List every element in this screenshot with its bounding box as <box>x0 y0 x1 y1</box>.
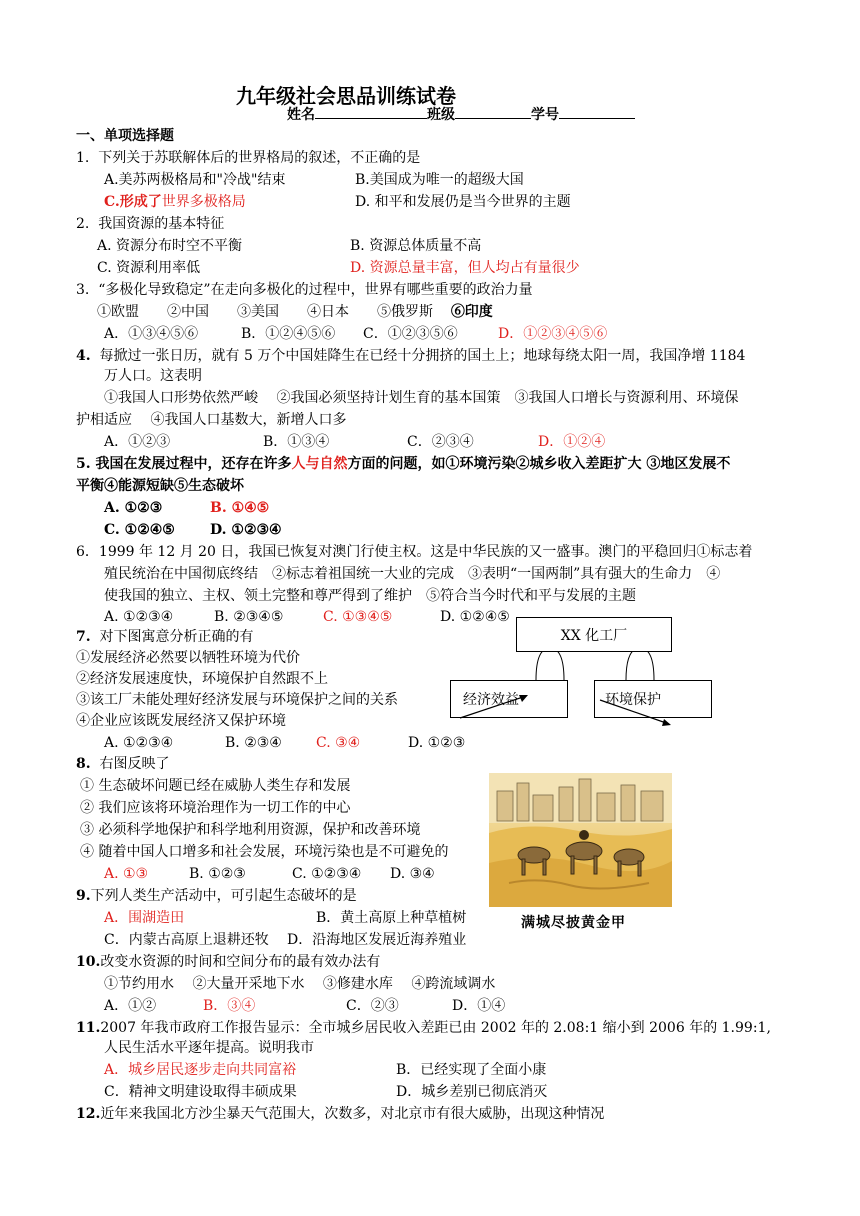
q3-option-b[interactable]: B．①②④⑤⑥ <box>241 326 336 342</box>
q8-statement-3: ③ 必须科学地保护和科学地利用资源，保护和改善环境 <box>80 822 421 838</box>
name-label: 姓名 <box>287 107 315 123</box>
q5-stem-cont: 平衡④能源短缺⑤生态破坏 <box>76 478 244 494</box>
q6-option-b[interactable]: B. ②③④⑤ <box>214 609 284 625</box>
question-2: 2. 我国资源的基本特征 <box>76 216 225 232</box>
q3-option-c[interactable]: C．①②③⑤⑥ <box>363 326 458 342</box>
q2-option-d[interactable]: D. 资源总量丰富，但人均占有量很少 <box>350 260 580 276</box>
class-blank[interactable] <box>455 103 531 119</box>
question-9: 9.下列人类生产活动中，可引起生态破坏的是 <box>76 888 357 904</box>
q10-option-d[interactable]: D．①④ <box>452 998 506 1014</box>
q1-option-a[interactable]: A.美苏两极格局和"冷战"结束 <box>104 172 286 188</box>
q6-option-a[interactable]: A. ①②③④ <box>104 609 174 625</box>
q7-option-d[interactable]: D. ①②③ <box>408 735 466 751</box>
question-3: 3. “多极化导致稳定”在走向多极化的过程中，世界有哪些重要的政治力量 <box>76 282 533 298</box>
student-info-row <box>287 103 635 125</box>
question-6: 6．1999 年 12 月 20 日，我国已恢复对澳门行使主权。这是中华民族的又一盛事。澳门的平稳回归①标志着 <box>76 544 753 560</box>
name-blank[interactable] <box>315 103 427 119</box>
q4-statements-1: ①我国人口形势依然严峻 ②我国必须坚持计划生育的基本国策 ③我国人口增长与资源利用、环境保 <box>104 390 739 406</box>
economic-benefit-box: 经济效益 <box>450 680 568 718</box>
question-1: 1. 下列关于苏联解体后的世界格局的叙述，不正确的是 <box>76 150 421 166</box>
q7-option-c[interactable]: C. ③④ <box>316 735 361 751</box>
question-4: 4. 每掀过一张日历，就有 5 万个中国娃降生在已经十分拥挤的国土上；地球每绕太阳一周，我国净增 1184 <box>76 348 746 364</box>
q4-option-d[interactable]: D．①②④ <box>538 434 606 450</box>
id-label: 学号 <box>531 107 559 123</box>
q1-option-c[interactable]: C.形成了世界多极格局 <box>104 194 246 210</box>
q7-option-a[interactable]: A. ①②③④ <box>104 735 174 751</box>
q11-option-d[interactable]: D．城乡差别已彻底消灭 <box>396 1084 548 1100</box>
q11-stem-cont: 人民生活水平逐年提高。说明我市 <box>104 1040 314 1056</box>
q2-option-a[interactable]: A. 资源分布时空不平衡 <box>97 238 243 254</box>
q4-statements-2: 护相适应 ④我国人口基数大，新增人口多 <box>76 412 347 428</box>
q11-option-c[interactable]: C．精神文明建设取得丰硕成果 <box>104 1084 297 1100</box>
arrow-head <box>662 719 671 726</box>
q7-statement-3: ③该工厂未能处理好经济发展与环境保护之间的关系 <box>76 692 398 708</box>
q5-option-c[interactable]: C. ①②④⑤ <box>104 522 175 538</box>
q8-statement-4: ④ 随着中国人口增多和社会发展，环境污染也是不可避免的 <box>80 844 449 860</box>
q5-option-d[interactable]: D. ①②③④ <box>210 522 282 538</box>
question-10: 10.改变水资源的时间和空间分布的最有效办法有 <box>76 954 381 970</box>
q9-option-c[interactable]: C．内蒙古高原上退耕还牧 <box>104 932 269 948</box>
section-heading: 一、单项选择题 <box>76 128 174 144</box>
cartoon-drawing <box>489 773 672 907</box>
q4-option-a[interactable]: A．①②③ <box>104 434 171 450</box>
q11-option-b[interactable]: B．已经实现了全面小康 <box>396 1062 547 1078</box>
q10-items: ①节约用水 ②大量开采地下水 ③修建水库 ④跨流域调水 <box>104 976 496 992</box>
page-title: 九年级社会思品训练试卷 <box>236 84 456 108</box>
q7-statement-1: ①发展经济必然要以牺牲环境为代价 <box>76 650 300 666</box>
q6-stem-cont-1: 殖民统治在中国彻底终结 ②标志着祖国统一大业的完成 ③表明“一国两制”具有强大的生命力 ④ <box>104 566 721 582</box>
q10-option-a[interactable]: A．①② <box>104 998 157 1014</box>
q9-option-b[interactable]: B．黄土高原上种草植树 <box>316 910 467 926</box>
q6-stem-cont-2: 使我国的独立、主权、领土完整和尊严得到了维护 ⑤符合当今时代和平与发展的主题 <box>104 588 636 604</box>
question-5: 5. 我国在发展过程中，还存在许多人与自然方面的问题，如①环境污染②城乡收入差距扩大 ③地区发展不 <box>76 456 731 472</box>
q11-option-a[interactable]: A．城乡居民逐步走向共同富裕 <box>104 1062 297 1078</box>
id-blank[interactable] <box>559 103 635 119</box>
q7-statement-2: ②经济发展速度快，环境保护自然跟不上 <box>76 671 328 687</box>
desert-city-cartoon <box>489 773 672 907</box>
q8-statement-2: ② 我们应该将环境治理作为一切工作的中心 <box>80 800 351 816</box>
q2-option-b[interactable]: B. 资源总体质量不高 <box>350 238 482 254</box>
q8-option-c[interactable]: C. ①②③④ <box>292 866 362 882</box>
cartoon-caption: 满城尽披黄金甲 <box>521 915 626 931</box>
question-11: 11.2007 年我市政府工作报告显示：全市城乡居民收入差距已由 2002 年的 2.08:1 缩小到 2006 年的 1.99:1, <box>76 1020 771 1036</box>
environment-box: 环境保护 <box>594 680 712 718</box>
q7-option-b[interactable]: B. ②③④ <box>225 735 282 751</box>
q8-option-b[interactable]: B. ①②③ <box>189 866 246 882</box>
q4-option-b[interactable]: B．①③④ <box>263 434 330 450</box>
class-label: 班级 <box>427 107 455 123</box>
q5-option-b[interactable]: B. ①④⑤ <box>210 500 270 516</box>
question-8: 8. 右图反映了 <box>76 756 170 772</box>
q6-option-c[interactable]: C. ①③④⑤ <box>323 609 393 625</box>
q9-option-a[interactable]: A．围湖造田 <box>104 910 185 926</box>
q10-option-b[interactable]: B．③④ <box>203 998 256 1014</box>
q3-option-d[interactable]: D．①②③④⑤⑥ <box>498 326 608 342</box>
q5-option-a[interactable]: A. ①②③ <box>104 500 163 516</box>
q8-option-d[interactable]: D. ③④ <box>390 866 435 882</box>
q3-items: ①欧盟 ②中国 ③美国 ④日本 ⑤俄罗斯 ⑥印度 <box>97 304 493 320</box>
q10-option-c[interactable]: C．②③ <box>346 998 399 1014</box>
q8-statement-1: ① 生态破坏问题已经在威胁人类生存和发展 <box>80 778 351 794</box>
question-7: 7. 对下图寓意分析正确的有 <box>76 629 254 645</box>
factory-box: XX 化工厂 <box>516 617 672 652</box>
q2-option-c[interactable]: C. 资源利用率低 <box>97 260 201 276</box>
q6-option-d[interactable]: D. ①②④⑤ <box>440 609 510 625</box>
q7-statement-4: ④企业应该既发展经济又保护环境 <box>76 713 286 729</box>
q1-option-b[interactable]: B.美国成为唯一的超级大国 <box>355 172 524 188</box>
q9-option-d[interactable]: D．沿海地区发展近海养殖业 <box>287 932 467 948</box>
q3-option-a[interactable]: A．①③④⑤⑥ <box>104 326 199 342</box>
q8-option-a[interactable]: A. ①③ <box>104 866 149 882</box>
q1-option-d[interactable]: D. 和平和发展仍是当今世界的主题 <box>355 194 571 210</box>
q4-stem-cont: 万人口。这表明 <box>104 368 202 384</box>
q4-option-c[interactable]: C．②③④ <box>407 434 474 450</box>
question-12: 12.近年来我国北方沙尘暴天气范围大，次数多，对北京市有很大威胁，出现这种情况 <box>76 1106 605 1122</box>
